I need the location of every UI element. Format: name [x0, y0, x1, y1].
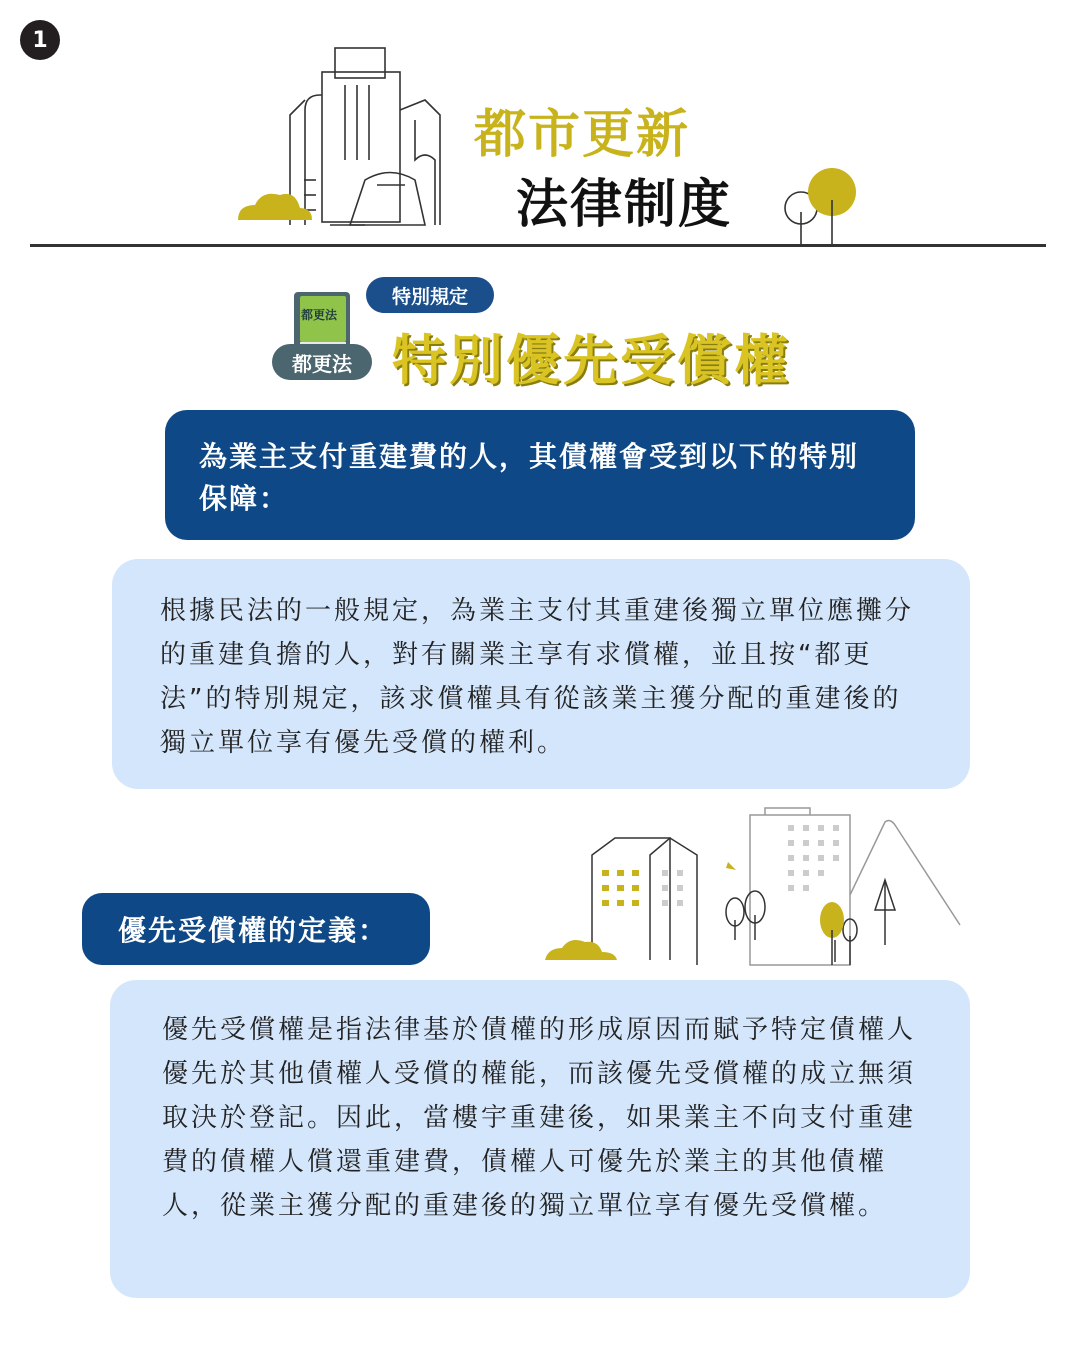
page-title-line-2: 法律制度 — [516, 175, 733, 235]
special-rule-tag: 特別規定 — [366, 277, 494, 313]
section-heading: 特別優先受償權 — [392, 329, 791, 392]
intro-text: 為業主支付重建費的人，其債權會受到以下的特別保障： — [199, 440, 860, 515]
law-book-label: 都更法 — [301, 308, 338, 322]
definition-label: 優先受償權的定義： — [82, 893, 430, 965]
explanation-box — [112, 559, 970, 789]
page-number-badge: 1 — [20, 20, 60, 60]
definition-text: 優先受償權是指法律基於債權的形成原因而賦予特定債權人優先於其他債權人受償的權能，而該優先受償權的成立無須取決於登記。因此，當樓宇重建後，如果業主不向支付重建費的債權人償還重建費，債權人可優先於業主的其他債權人，從業主獲分配的重建後的獨立單位享有優先受償權。 — [162, 1015, 917, 1221]
intro-box — [165, 410, 915, 540]
header-divider — [30, 244, 1046, 247]
page-title-line-1: 都市更新 — [474, 105, 691, 165]
city-buildings-illustration — [230, 40, 470, 240]
trees-illustration — [775, 160, 865, 250]
law-badge: 都更法 — [272, 344, 372, 380]
explanation-text: 根據民法的一般規定，為業主支付其重建後獨立單位應攤分的重建負擔的人，對有關業主享有求償權，並且按“都更法”的特別規定，該求償權具有從該業主獲分配的重建後的獨立單位享有優先受償的權利。 — [160, 596, 915, 758]
definition-box — [110, 980, 970, 1298]
city-landscape-illustration — [540, 800, 970, 970]
